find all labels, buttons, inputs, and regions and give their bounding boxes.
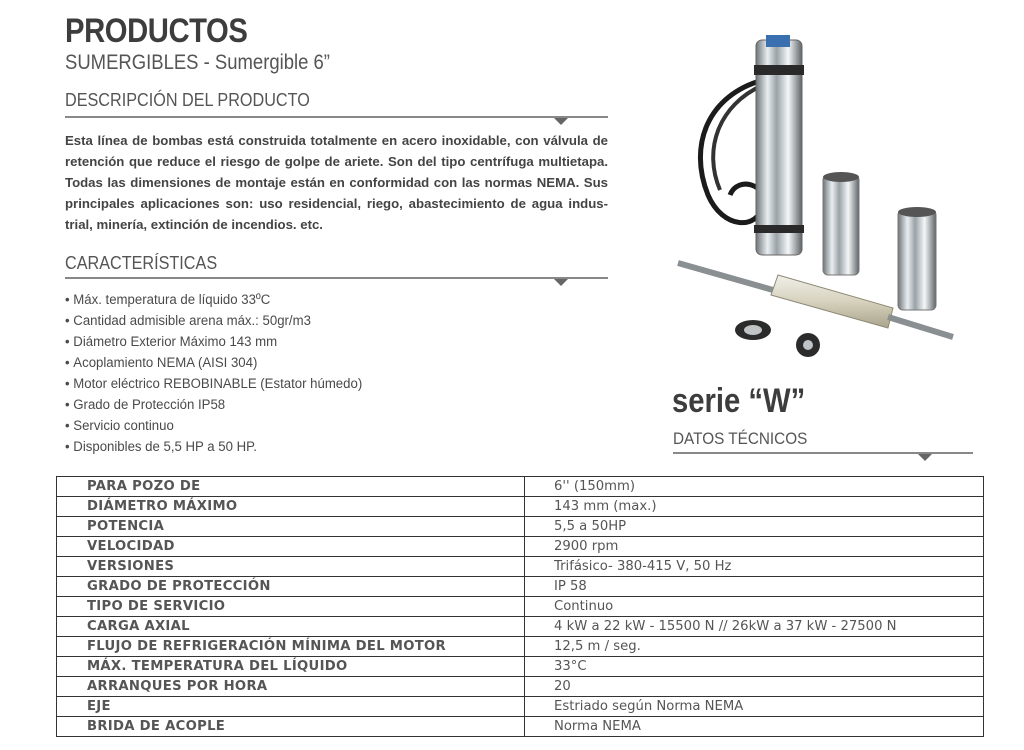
spec-value: 33°C bbox=[525, 657, 984, 677]
datos-divider bbox=[673, 452, 973, 454]
spec-value: Estriado según Norma NEMA bbox=[525, 697, 984, 717]
table-row bbox=[57, 537, 984, 557]
spec-label: CARGA AXIAL bbox=[57, 617, 525, 637]
feature-item: • Grado de Protección IP58 bbox=[65, 395, 362, 416]
features-divider bbox=[65, 277, 608, 279]
table-row bbox=[57, 637, 984, 657]
spec-label: PARA POZO DE bbox=[57, 477, 525, 497]
spec-label: GRADO DE PROTECCIÓN bbox=[57, 577, 525, 597]
spec-value: 6'' (150mm) bbox=[525, 477, 984, 497]
divider-arrow-icon bbox=[554, 279, 568, 286]
table-row bbox=[57, 717, 984, 737]
pump-product-image bbox=[668, 25, 968, 375]
feature-item: • Disponibles de 5,5 HP a 50 HP. bbox=[65, 437, 362, 458]
series-title: serie “W” bbox=[672, 382, 806, 420]
table-row bbox=[57, 657, 984, 677]
table-row bbox=[57, 577, 984, 597]
table-row bbox=[57, 477, 984, 497]
spec-value: Trifásico- 380-415 V, 50 Hz bbox=[525, 557, 984, 577]
spec-label: FLUJO DE REFRIGERACIÓN MÍNIMA DEL MOTOR bbox=[57, 637, 525, 657]
features-list bbox=[65, 290, 385, 458]
spec-value: 12,5 m / seg. bbox=[525, 637, 984, 657]
feature-item: • Cantidad admisible arena máx.: 50gr/m3 bbox=[65, 311, 362, 332]
table-row bbox=[57, 677, 984, 697]
table-row bbox=[57, 697, 984, 717]
divider-arrow-icon bbox=[554, 118, 568, 125]
page-subtitle: SUMERGIBLES - Sumergible 6” bbox=[65, 51, 330, 74]
spec-label: TIPO DE SERVICIO bbox=[57, 597, 525, 617]
spec-value: 143 mm (max.) bbox=[525, 497, 984, 517]
technical-data-table bbox=[56, 476, 984, 737]
spec-label: POTENCIA bbox=[57, 517, 525, 537]
spec-label: VELOCIDAD bbox=[57, 537, 525, 557]
spec-value: 20 bbox=[525, 677, 984, 697]
datos-tecnicos-heading: DATOS TÉCNICOS bbox=[673, 429, 808, 448]
table-row bbox=[57, 557, 984, 577]
spec-label: MÁX. TEMPERATURA DEL LÍQUIDO bbox=[57, 657, 525, 677]
spec-label: DIÁMETRO MÁXIMO bbox=[57, 497, 525, 517]
spec-label: ARRANQUES POR HORA bbox=[57, 677, 525, 697]
feature-item: • Motor eléctrico REBOBINABLE (Estator húmedo) bbox=[65, 374, 362, 395]
spec-value: 5,5 a 50HP bbox=[525, 517, 984, 537]
spec-value: 4 kW a 22 kW - 15500 N // 26kW a 37 kW - 27500 N bbox=[525, 617, 984, 637]
table-row bbox=[57, 617, 984, 637]
spec-value: IP 58 bbox=[525, 577, 984, 597]
spec-label: VERSIONES bbox=[57, 557, 525, 577]
feature-item: • Servicio continuo bbox=[65, 416, 362, 437]
spec-value: Norma NEMA bbox=[525, 717, 984, 737]
divider-arrow-icon bbox=[918, 454, 932, 461]
features-heading: CARACTERÍSTICAS bbox=[65, 253, 218, 273]
feature-item: • Diámetro Exterior Máximo 143 mm bbox=[65, 332, 362, 353]
spec-label: BRIDA DE ACOPLE bbox=[57, 717, 525, 737]
description-divider bbox=[65, 116, 608, 118]
spec-value: Continuo bbox=[525, 597, 984, 617]
table-row bbox=[57, 517, 984, 537]
product-description: Esta línea de bombas está construida totalmente en acero inoxidable, con válvula de retención que reduce el riesgo de golpe de ariete. Son del tipo centrífuga multietapa. Todas las dimensiones de montaje están en conformidad con las normas NEMA. Sus principales aplicaciones son: uso residencial, riego, abastecimiento de agua industrial, minería, extinción de incendios. etc. bbox=[65, 133, 608, 232]
description-heading: DESCRIPCIÓN DEL PRODUCTO bbox=[65, 90, 310, 110]
feature-item: • Máx. temperatura de líquido 33ºC bbox=[65, 290, 362, 311]
spec-value: 2900 rpm bbox=[525, 537, 984, 557]
table-row bbox=[57, 497, 984, 517]
spec-label: EJE bbox=[57, 697, 525, 717]
page-title: PRODUCTOS bbox=[65, 12, 248, 50]
feature-item: • Acoplamiento NEMA (AISI 304) bbox=[65, 353, 362, 374]
table-row bbox=[57, 597, 984, 617]
